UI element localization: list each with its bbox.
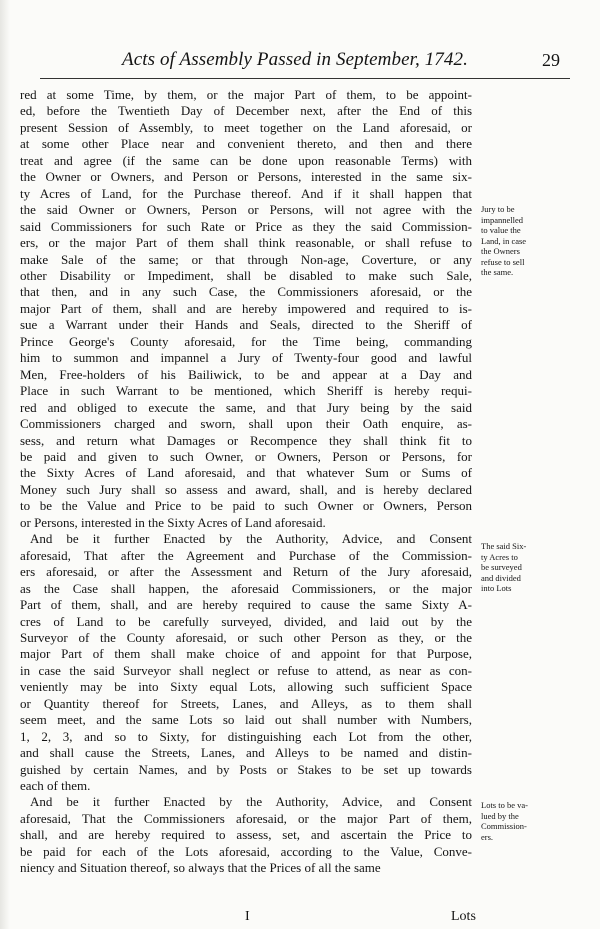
paragraph xyxy=(20,87,472,531)
margin-note-line: Lots to be va- xyxy=(481,800,528,810)
text-line: other Disability or Impediment, shall be disabled to make such Sale, xyxy=(20,267,472,283)
margin-note-lot-valuation xyxy=(481,800,547,842)
text-line: Men, Free-holders of his Bailiwick, to be and appear at a Day and xyxy=(20,366,472,382)
text-line: ers, or the major Part of them shall think reasonable, or shall refuse to xyxy=(20,235,472,251)
running-title: Acts of Assembly Passed in September, 1742. xyxy=(122,49,468,70)
text-line: 1, 2, 3, and so to Sixty, for distinguishing each Lot from the other, xyxy=(20,728,472,744)
paragraph xyxy=(20,531,472,794)
margin-note-line: lued by the xyxy=(481,810,519,821)
text-line: guished by certain Names, and by Posts or Stakes to be set up towards xyxy=(20,761,472,777)
text-line: niency and Situation thereof, so always that the Prices of all the same xyxy=(20,860,381,876)
margin-note-line: Jury to be xyxy=(481,204,515,214)
text-line: ed, before the Twentieth Day of December next, after the End of this xyxy=(20,103,472,119)
paragraph xyxy=(20,794,472,876)
margin-note-line: The said Six- xyxy=(481,541,527,551)
margin-note-line: Commission- xyxy=(481,821,527,831)
text-line: be paid and given to such Owner, or Owners, Person or Persons, for xyxy=(20,448,472,464)
text-line: Prince George's County aforesaid, for the Time being, commanding xyxy=(20,333,472,349)
text-line: sess, and return what Damages or Recompence they shall think fit to xyxy=(20,432,472,448)
text-line: red at some Time, by them, or the major Part of them, to be appoint- xyxy=(20,87,472,102)
margin-note-jury xyxy=(481,204,547,278)
text-line: And be it further Enacted by the Authority, Advice, and Consent xyxy=(30,794,472,810)
margin-note-line: impannelled xyxy=(481,214,524,225)
text-line: at some other Place near and convenient thereto, and then and there xyxy=(20,136,472,152)
catchword: Lots xyxy=(451,909,476,924)
margin-note-line: ers. xyxy=(481,831,494,842)
text-line: that then, and in any such Case, the Commissioners aforesaid, or the xyxy=(20,284,472,300)
margin-note-line: be surveyed xyxy=(481,562,522,572)
text-line: sue a Warrant under their Hands and Seals, directed to the Sheriff of xyxy=(20,317,472,333)
text-line: the Sixty Acres of Land aforesaid, and that whatever Sum or Sums of xyxy=(20,465,472,481)
text-line: the Owner or Owners, and Person or Persons, interested in the same six- xyxy=(20,169,472,185)
text-line: ty Acres of Land, for the Purchase thereof. And if it shall happen that xyxy=(20,185,472,201)
text-line: shall, and are hereby required to assess, set, and ascertain the Price to xyxy=(20,827,472,843)
margin-note-line: to value the xyxy=(481,225,521,235)
text-line: present Session of Assembly, to meet together on the Land aforesaid, or xyxy=(20,119,472,135)
text-line: ers aforesaid, or after the Assessment and Return of the Jury aforesaid, xyxy=(20,564,472,580)
text-line: veniently may be into Sixty equal Lots, allowing such sufficient Space xyxy=(20,679,472,695)
page-gutter-shadow xyxy=(0,0,10,929)
text-line: or Persons, interested in the Sixty Acres of Land aforesaid. xyxy=(20,514,326,530)
text-line: said Commissioners for such Rate or Price as they the said Commission- xyxy=(20,218,472,234)
margin-note-line: the Owners xyxy=(481,246,520,256)
text-line: make Sale of the same; or that through Non-age, Coverture, or any xyxy=(20,251,472,267)
text-line: in case the said Surveyor shall neglect or refuse to attend, as near as con- xyxy=(20,662,472,678)
text-line: and shall cause the Streets, Lanes, and Alleys to be named and distin- xyxy=(20,745,472,761)
text-line: And be it further Enacted by the Authority, Advice, and Consent xyxy=(30,531,472,547)
margin-note-line: refuse to sell xyxy=(481,256,525,267)
running-header xyxy=(40,48,570,79)
text-line: aforesaid, That after the Agreement and Purchase of the Commission- xyxy=(20,547,472,563)
text-line: be paid for each of the Lots aforesaid, according to the Value, Conve- xyxy=(20,843,472,859)
margin-note-line: Land, in case xyxy=(481,235,527,246)
text-line: major Part of them shall make choice of and appoint for that Purpose, xyxy=(20,646,472,662)
text-line: Money such Jury shall so assess and award, shall, and is hereby declared xyxy=(20,481,472,497)
page-number: 29 xyxy=(542,50,560,70)
text-line: him to summon and impannel a Jury of Twenty-four good and lawful xyxy=(20,350,472,366)
margin-note-line: into Lots xyxy=(481,583,512,593)
text-line: Surveyor of the County aforesaid, or such other Person as they, or the xyxy=(20,629,472,645)
signature-mark: I xyxy=(245,909,250,924)
text-line: Commissioners charged and sworn, shall upon their Oath enquire, as- xyxy=(20,416,472,432)
text-line: as the Case shall happen, the aforesaid Commissioners, or the major xyxy=(20,580,472,596)
margin-note-line: and divided xyxy=(481,572,521,583)
text-line: Place in such Warrant to be mentioned, which Sheriff is hereby requi- xyxy=(20,383,472,399)
text-line: Part of them, shall, and are hereby required to cause the same Sixty A- xyxy=(20,597,472,613)
text-line: or Quantity thereof for Streets, Lanes, and Alleys, as to them shall xyxy=(20,695,472,711)
text-line: treat and agree (if the same can be done upon reasonable Terms) with xyxy=(20,152,472,168)
margin-note-survey-lots xyxy=(481,541,547,594)
text-line: the said Owner or Owners, Person or Persons, will not agree with the xyxy=(20,202,472,218)
margin-note-line: the same. xyxy=(481,267,514,277)
text-line: aforesaid, That the Commissioners aforesaid, or the major Part of them, xyxy=(20,810,472,826)
text-line: each of them. xyxy=(20,778,91,794)
text-line: red and obliged to execute the same, and that Jury being by the said xyxy=(20,399,472,415)
text-line: seem meet, and the same Lots so laid out shall number with Numbers, xyxy=(20,712,472,728)
text-line: major Part of them, shall and are hereby impowered and required to is- xyxy=(20,300,472,316)
body-text xyxy=(20,87,472,877)
text-line: cres of Land to be carefully surveyed, divided, and laid out by the xyxy=(20,613,472,629)
text-line: to be the Value and Price to be paid to such Owner or Owners, Person xyxy=(20,498,472,514)
margin-note-line: ty Acres to xyxy=(481,551,518,562)
